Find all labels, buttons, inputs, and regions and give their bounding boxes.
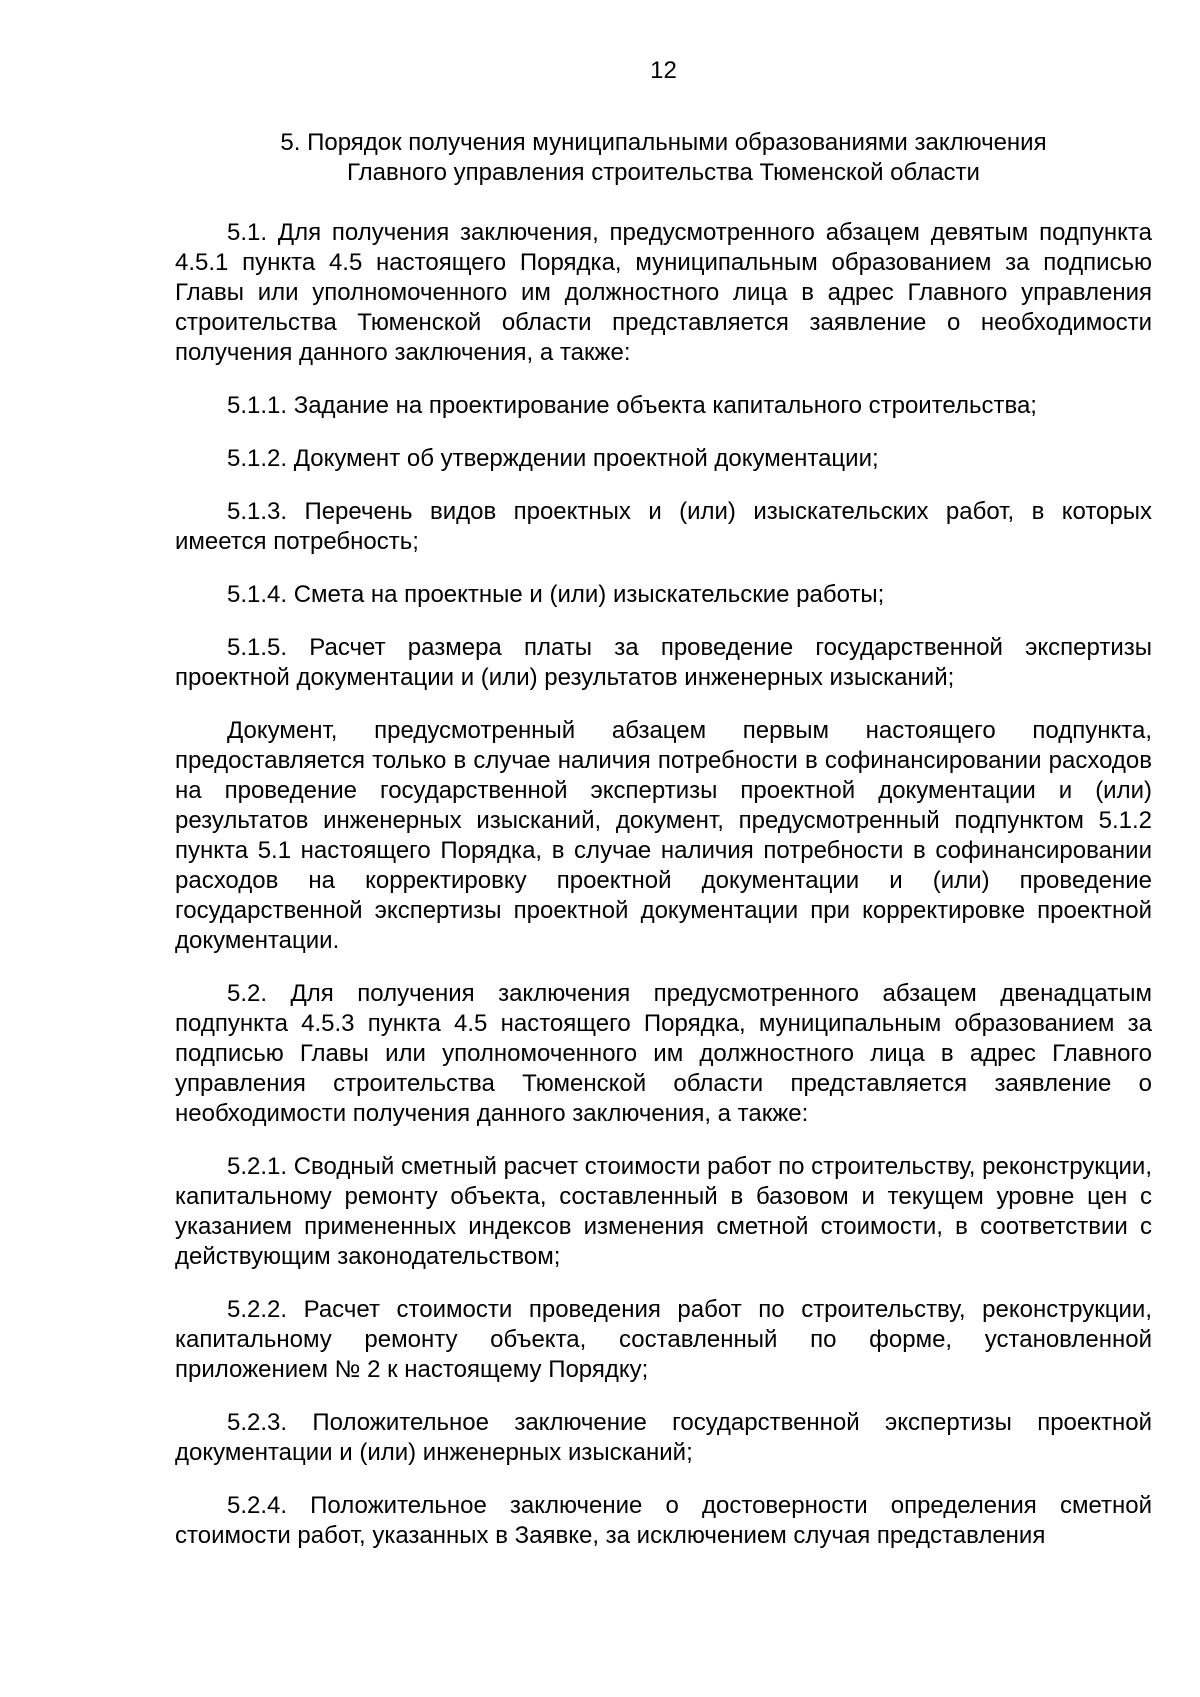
paragraph-5-1-2: 5.1.2. Документ об утверждении проектной документации; [227,445,879,472]
paragraph-5-1-3: 5.1.3. Перечень видов проектных и (или) изыскательских работ, в которых имеется потребность; [175,498,1152,555]
section-title-line-2: Главного управления строительства Тюменской области [347,159,980,186]
paragraph-5-2-1: 5.2.1. Сводный сметный расчет стоимости работ по строительству, реконструкции, капитальному ремонту объекта, составленный в базовом и текущем уровне цен с указанием примененных индексов изменения сметной стоимости, в соответствии с действующим законодательством; [175,1153,1152,1270]
paragraph-5-1-4: 5.1.4. Смета на проектные и (или) изыскательские работы; [227,581,885,608]
section-title [175,128,1152,188]
paragraph-5-2: 5.2. Для получения заключения предусмотренного абзацем двенадцатым подпункта 4.5.3 пункта 4.5 настоящего Порядка, муниципальным образованием за подписью Главы или уполномоченного им должностного лица в адрес Главного управления строительства Тюменской области представляется заявление о необходимости получения данного заключения, а также: [175,980,1152,1127]
section-title-line-1: 5. Порядок получения муниципальными образованиями заключения [280,129,1047,156]
paragraph-5-1: 5.1. Для получения заключения, предусмотренного абзацем девятым подпункта 4.5.1 пункта 4.5 настоящего Порядка, муниципальным образованием за подписью Главы или уполномоченного им должностного лица в адрес Главного управления строительства Тюменской области представляется заявление о необходимости получения данного заключения, а также: [175,219,1152,366]
paragraph-5-1-1: 5.1.1. Задание на проектирование объекта капитального строительства; [227,392,1037,419]
paragraph-5-2-2: 5.2.2. Расчет стоимости проведения работ по строительству, реконструкции, капитальному ремонту объекта, составленный по форме, установленной приложением № 2 к настоящему Порядку; [175,1296,1152,1383]
paragraph-document-note: Документ, предусмотренный абзацем первым настоящего подпункта, предоставляется только в случае наличия потребности в софинансировании расходов на проведение государственной экспертизы проектной документации и (или) результатов инженерных изысканий, документ, предусмотренный подпунктом 5.1.2 пункта 5.1 настоящего Порядка, в случае наличия потребности в софинансировании расходов на корректировку проектной документации и (или) проведение государственной экспертизы проектной документации при корректировке проектной документации. [175,717,1152,954]
paragraph-5-1-5: 5.1.5. Расчет размера платы за проведение государственной экспертизы проектной документации и (или) результатов инженерных изысканий; [175,634,1152,691]
paragraph-5-2-4: 5.2.4. Положительное заключение о достоверности определения сметной стоимости работ, указанных в Заявке, за исключением случая представления [175,1492,1152,1549]
paragraph-5-2-3: 5.2.3. Положительное заключение государственной экспертизы проектной документации и (или) инженерных изысканий; [175,1409,1152,1466]
page-number: 12 [650,57,677,84]
